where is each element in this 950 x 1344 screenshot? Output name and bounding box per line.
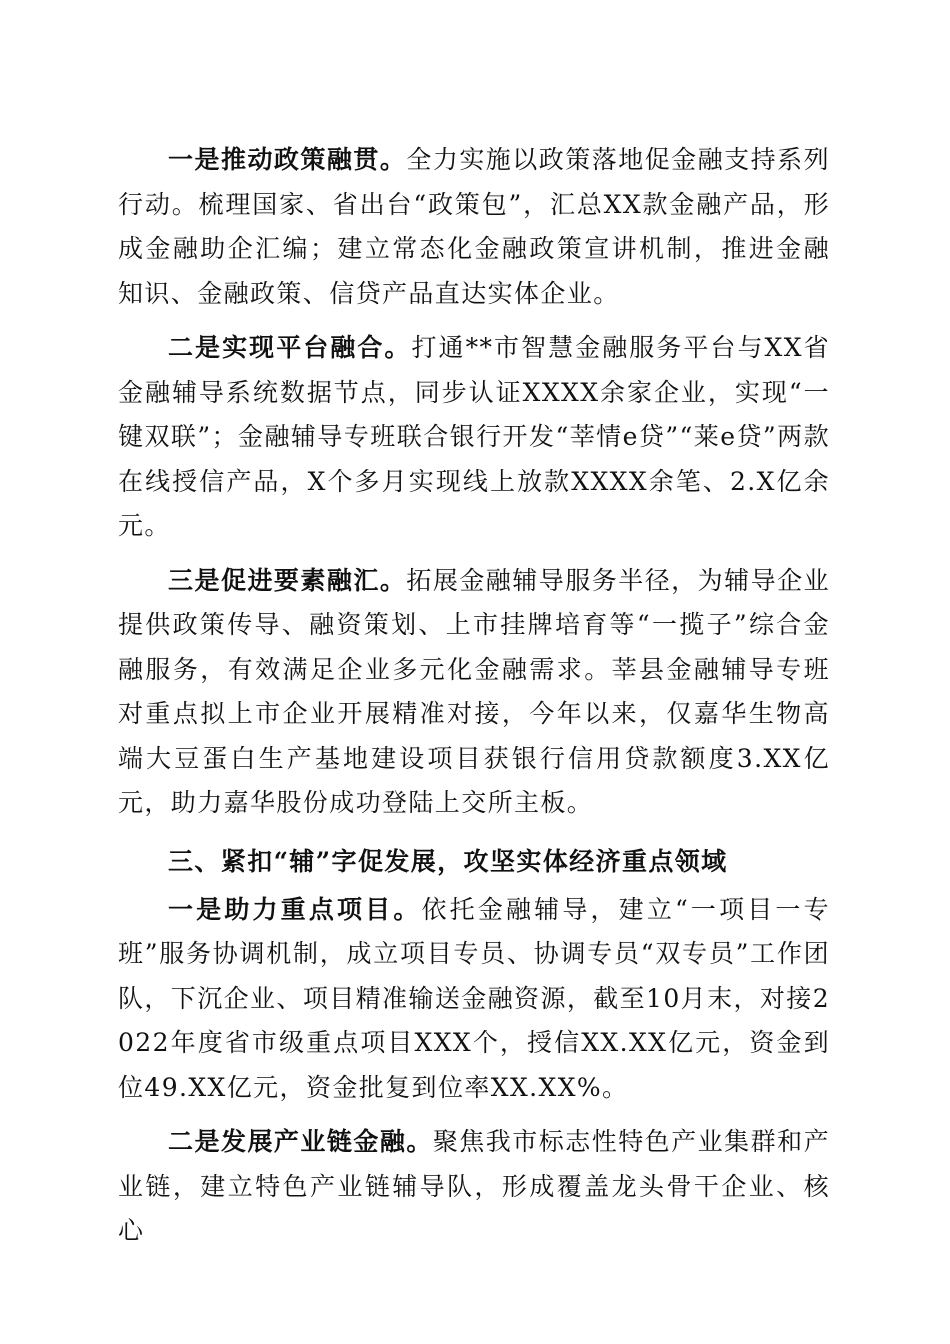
- paragraph-policy-integration: [118, 138, 830, 316]
- section-heading: 三、紧扣“辅”字促发展，攻坚实体经济重点领域: [168, 846, 728, 876]
- paragraph-lead: 一是推动政策融贯。: [168, 145, 407, 174]
- document-body: [118, 138, 830, 1264]
- paragraph-lead: 三是促进要素融汇。: [168, 565, 407, 595]
- paragraph-industry-chain-finance: [118, 1120, 830, 1254]
- paragraph-body: 依托金融辅导，建立“一项目一专班”服务协调机制，成立项目专员、协调专员“双专员”工作团队，下沉企业、项目精准输送金融资源，截至10月末，对接2022年度省市级重点项目XXX个，授信XX.XX亿元，资金到位49.XX亿元，资金批复到位率XX.XX%。: [118, 894, 830, 1102]
- paragraph-key-projects: [118, 888, 830, 1111]
- paragraph-body: 聚焦我市标志性特色产业集群和产业链，建立特色产业链辅导队，形成覆盖龙头骨干企业、核心: [118, 1127, 830, 1245]
- paragraph-lead: 二是实现平台融合。: [168, 333, 412, 362]
- paragraph-body: 拓展金融辅导服务半径，为辅导企业提供政策传导、融资策划、上市挂牌培育等“一揽子”综合金融服务，有效满足企业多元化金融需求。莘县金融辅导专班对重点拟上市企业开展精准对接，今年以来，仅嘉华生物高端大豆蛋白生产基地建设项目获银行信用贷款额度3.XX亿元，助力嘉华股份成功登陆上交所主板。: [118, 565, 831, 817]
- paragraph-platform-integration: [118, 326, 830, 549]
- paragraph-factor-convergence: [118, 559, 830, 826]
- paragraph-body: 打通**市智慧金融服务平台与XX省金融辅导系统数据节点，同步认证XXXX余家企业，实现“一键双联”；金融辅导专班联合银行开发“莘情e贷”“莱e贷”两款在线授信产品，X个多月实现线上放款XXXX余笔、2.X亿余元。: [118, 333, 830, 540]
- paragraph-body: 全力实施以政策落地促金融支持系列行动。梳理国家、省出台“政策包”，汇总XX款金融产品，形成金融助企汇编；建立常态化金融政策宣讲机制，推进金融知识、金融政策、信贷产品直达实体企业。: [118, 145, 831, 308]
- paragraph-lead: 一是助力重点项目。: [168, 894, 422, 924]
- paragraph-lead: 二是发展产业链金融。: [168, 1127, 433, 1156]
